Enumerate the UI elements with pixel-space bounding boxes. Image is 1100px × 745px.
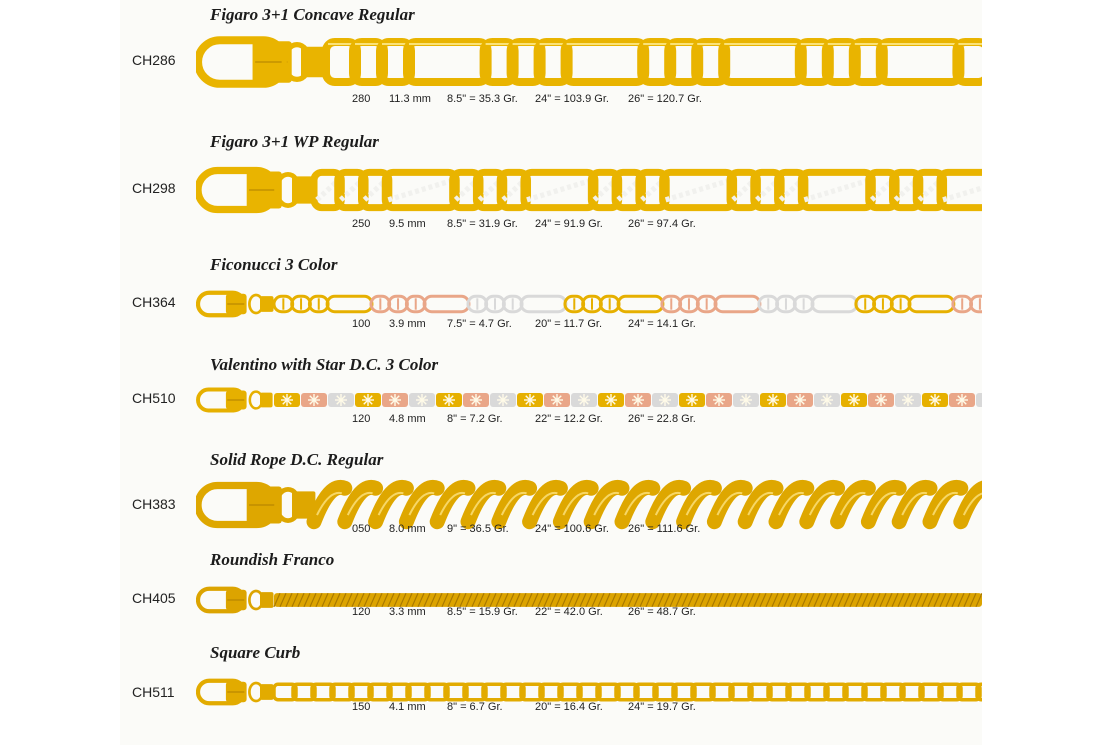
chain-gauge: 120 <box>352 606 371 618</box>
chain-catalog <box>120 0 982 745</box>
chain-image <box>196 386 982 414</box>
chain-links <box>314 487 982 521</box>
chain-weight-mid: 24" = 100.6 Gr. <box>535 523 609 535</box>
chain-title: Figaro 3+1 Concave Regular <box>210 5 415 24</box>
chain-weight-short: 9" = 36.5 Gr. <box>447 523 509 535</box>
chain-links <box>274 393 982 407</box>
chain-code: CH383 <box>132 496 176 512</box>
chain-weight-short: 8.5" = 35.3 Gr. <box>447 93 518 105</box>
chain-weight-long: 26" = 120.7 Gr. <box>628 93 702 105</box>
chain-weight-mid: 20" = 16.4 Gr. <box>535 701 603 713</box>
chain-title: Solid Rope D.C. Regular <box>210 450 384 469</box>
chain-width: 4.8 mm <box>389 413 426 425</box>
chain-width: 11.3 mm <box>389 93 431 105</box>
chain-gauge: 280 <box>352 93 371 105</box>
chain-weight-long: 24" = 19.7 Gr. <box>628 701 696 713</box>
chain-weight-mid: 24" = 91.9 Gr. <box>535 218 603 230</box>
chain-title: Ficonucci 3 Color <box>210 255 338 274</box>
chain-links <box>314 172 982 207</box>
chain-title: Square Curb <box>210 643 301 662</box>
chain-width: 3.3 mm <box>389 606 426 618</box>
chain-links <box>274 684 982 699</box>
lobster-clasp <box>198 171 315 210</box>
chain-code: CH405 <box>132 590 176 606</box>
chain-weight-short: 8.5" = 31.9 Gr. <box>447 218 518 230</box>
chain-weight-short: 8.5" = 15.9 Gr. <box>447 606 518 618</box>
chain-width: 8.0 mm <box>389 523 426 535</box>
chain-width: 3.9 mm <box>389 318 426 330</box>
chain-gauge: 100 <box>352 318 371 330</box>
chain-weight-long: 26" = 22.8 Gr. <box>628 413 696 425</box>
chain-weight-long: 24" = 14.1 Gr. <box>628 318 696 330</box>
chain-title: Valentino with Star D.C. 3 Color <box>210 355 439 374</box>
lobster-clasp <box>198 40 327 84</box>
chain-title: Figaro 3+1 WP Regular <box>210 132 379 151</box>
chain-gauge: 120 <box>352 413 371 425</box>
chain-weight-short: 7.5" = 4.7 Gr. <box>447 318 512 330</box>
chain-image <box>196 289 982 319</box>
chain-links <box>326 42 982 82</box>
chain-weight-long: 26" = 97.4 Gr. <box>628 218 696 230</box>
chain-image <box>196 33 982 91</box>
lobster-clasp <box>198 293 274 316</box>
chain-links <box>274 593 982 607</box>
chain-weight-mid: 20" = 11.7 Gr. <box>535 318 602 330</box>
lobster-clasp <box>198 486 315 525</box>
chain-width: 9.5 mm <box>389 218 426 230</box>
chain-code: CH364 <box>132 294 176 310</box>
chain-weight-short: 8" = 6.7 Gr. <box>447 701 503 713</box>
chain-code: CH286 <box>132 52 176 68</box>
chain-code: CH298 <box>132 180 176 196</box>
lobster-clasp <box>198 390 273 411</box>
chain-title: Roundish Franco <box>210 550 335 569</box>
lobster-clasp <box>198 589 274 612</box>
chain-image <box>196 164 982 216</box>
chain-weight-mid: 24" = 103.9 Gr. <box>535 93 609 105</box>
chain-gauge: 250 <box>352 218 371 230</box>
chain-width: 4.1 mm <box>389 701 426 713</box>
chain-weight-long: 26" = 48.7 Gr. <box>628 606 696 618</box>
lobster-clasp <box>198 681 274 704</box>
chain-weight-long: 26" = 111.6 Gr. <box>628 523 701 535</box>
chain-weight-mid: 22" = 12.2 Gr. <box>535 413 603 425</box>
chain-weight-mid: 22" = 42.0 Gr. <box>535 606 603 618</box>
chain-code: CH511 <box>132 684 175 700</box>
chain-code: CH510 <box>132 390 176 406</box>
chain-gauge: 150 <box>352 701 371 713</box>
chain-links <box>274 296 982 311</box>
chain-gauge: 050 <box>352 523 371 535</box>
chain-weight-short: 8" = 7.2 Gr. <box>447 413 503 425</box>
